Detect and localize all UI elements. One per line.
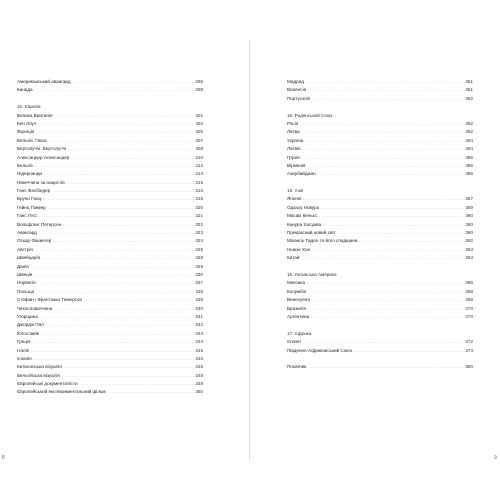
toc-entry-title: Авангард xyxy=(17,230,37,236)
toc-entry-page: 339 xyxy=(195,297,203,303)
toc-entry-page: 351 xyxy=(465,87,473,93)
section-gap xyxy=(287,263,473,271)
toc-entry-title: Швейцарія xyxy=(17,255,40,261)
dot-leader xyxy=(34,271,194,279)
toc-entry-title: Нідерланди xyxy=(17,171,42,177)
toc-entry-page: 323 xyxy=(195,230,203,236)
dot-leader xyxy=(317,170,464,178)
toc-entry-page: 310 xyxy=(195,154,203,160)
toc-entry-page: 337 xyxy=(195,280,203,286)
toc-entry-title: Європейський експериментальний фільм xyxy=(17,389,106,395)
dot-leader xyxy=(302,145,464,153)
dot-leader xyxy=(301,154,464,162)
toc-entry-title: Канура Хасуава xyxy=(287,221,322,227)
dot-leader xyxy=(34,246,193,254)
toc-entry[interactable] xyxy=(17,112,203,120)
toc-entry-page: 305 xyxy=(195,129,203,135)
toc-entry-page: 329 xyxy=(195,263,203,269)
toc-entry-title: Австрія xyxy=(17,246,33,252)
toc-entry-title: Прекрасний новий світ xyxy=(287,230,336,236)
toc-entry-title: Єгипет xyxy=(287,339,302,345)
dot-leader xyxy=(63,221,194,229)
dot-leader xyxy=(44,170,194,178)
section-heading: 16. Латинська Америка xyxy=(287,271,337,277)
toc-entry[interactable] xyxy=(17,355,203,363)
toc-entry-page: 366 xyxy=(465,280,473,286)
toc-entry[interactable] xyxy=(287,170,473,178)
section-heading: 16. Радянський Союз xyxy=(287,112,333,118)
dot-leader xyxy=(307,279,464,287)
dot-leader xyxy=(337,229,464,237)
toc-entry[interactable] xyxy=(17,137,203,145)
dot-leader xyxy=(39,313,193,321)
toc-entry[interactable] xyxy=(17,246,203,254)
toc-entry-page: 328 xyxy=(195,255,203,261)
toc-entry[interactable] xyxy=(287,305,473,313)
toc-entry-page: 301 xyxy=(195,112,203,118)
toc-entry-title: Ньюзе Хон xyxy=(287,246,311,252)
toc-entry-page: 360 xyxy=(465,230,473,236)
dot-leader xyxy=(308,288,464,296)
toc-entry[interactable] xyxy=(17,204,203,212)
toc-entry-title: Велика Британія xyxy=(17,112,53,118)
toc-entry-page: 324 xyxy=(195,238,203,244)
toc-entry-page: 342 xyxy=(195,322,203,328)
toc-entry-title: Литва xyxy=(287,129,300,135)
toc-entry[interactable] xyxy=(17,279,203,287)
toc-entry[interactable] xyxy=(287,212,473,220)
dot-leader xyxy=(312,95,464,103)
toc-entry-page: 313 xyxy=(195,171,203,177)
toc-entry-title: Оскар Фішингер xyxy=(17,238,52,244)
toc-entry[interactable] xyxy=(17,388,203,396)
toc-entry[interactable] xyxy=(287,279,473,287)
dot-leader xyxy=(319,212,464,220)
section-gap xyxy=(287,179,473,187)
left-page-toc xyxy=(17,78,203,397)
toc-entry[interactable] xyxy=(17,347,203,355)
toc-entry-title: Бельгійська візуалія xyxy=(17,372,60,378)
toc-entry-page: 321 xyxy=(195,213,203,219)
toc-entry-page: 346 xyxy=(195,355,203,361)
toc-entry-title: Каталонська візуалія xyxy=(17,364,62,370)
toc-entry-page: 362 xyxy=(465,238,473,244)
dot-leader xyxy=(66,179,194,187)
toc-entry-title: Бельгія. Гаага xyxy=(17,137,47,143)
dot-leader xyxy=(63,363,194,371)
dot-leader xyxy=(36,288,194,296)
toc-entry-page: 315 xyxy=(195,179,203,185)
dot-leader xyxy=(305,137,464,145)
toc-entry-title: Аргентина xyxy=(287,313,310,319)
toc-entry-title: Американський авангард xyxy=(17,79,71,84)
toc-entry-page: 303 xyxy=(195,120,203,126)
toc-entry-title: Валенсія xyxy=(287,87,307,93)
toc-entry-title: Бельгія xyxy=(17,162,33,168)
dot-leader xyxy=(359,237,464,245)
dot-leader xyxy=(43,195,194,203)
toc-entry[interactable] xyxy=(17,187,203,195)
toc-entry[interactable] xyxy=(287,86,473,94)
toc-entry[interactable] xyxy=(287,246,473,254)
section-heading: 15. Азія xyxy=(287,188,304,194)
toc-entry-page: 348 xyxy=(195,381,203,387)
toc-entry[interactable] xyxy=(17,212,203,220)
dot-leader xyxy=(321,204,464,212)
toc-entry[interactable] xyxy=(17,296,203,304)
toc-entry[interactable] xyxy=(17,229,203,237)
toc-entry[interactable] xyxy=(17,170,203,178)
toc-entry-title: Грузія xyxy=(287,154,300,160)
toc-entry[interactable] xyxy=(287,221,473,229)
section-heading: 15. Європа xyxy=(17,104,41,110)
toc-entry-title: Данія xyxy=(17,263,29,269)
toc-entry-title: Латвія xyxy=(287,146,301,152)
dot-leader xyxy=(32,338,194,346)
toc-entry-title: Джордж Пал xyxy=(17,322,44,328)
toc-entry-page: 380 xyxy=(465,364,473,370)
toc-entry-page: 341 xyxy=(195,313,203,319)
toc-entry[interactable] xyxy=(287,288,473,296)
toc-entry[interactable] xyxy=(287,313,473,321)
dot-leader xyxy=(301,254,464,262)
toc-entry[interactable] xyxy=(17,154,203,162)
dot-leader xyxy=(41,330,194,338)
dot-leader xyxy=(303,195,464,203)
dot-leader xyxy=(33,355,194,363)
toc-entry-page: 363 xyxy=(465,255,473,261)
toc-entry-title: Греція xyxy=(17,339,31,345)
toc-entry-page: 355 xyxy=(465,154,473,160)
dot-leader xyxy=(301,128,464,136)
toc-entry-title: Італія xyxy=(17,347,30,353)
toc-entry-title: Франція xyxy=(17,129,35,135)
toc-entry-page: 360 xyxy=(465,221,473,227)
toc-entry-title: Японія xyxy=(287,196,302,202)
dot-leader xyxy=(353,347,463,355)
toc-entry[interactable] xyxy=(287,296,473,304)
toc-entry-title: Бруно Ганц xyxy=(17,196,42,202)
toc-entry-page: 370 xyxy=(465,305,473,311)
toc-entry-title: Німеччина за нацистів xyxy=(17,179,65,185)
section-gap xyxy=(287,103,473,111)
section-heading: 17. Африка xyxy=(287,330,312,336)
dot-leader xyxy=(30,263,194,271)
toc-entry-title: Вольфганг Петерсен xyxy=(17,221,62,227)
toc-entry-page: 369 xyxy=(465,297,473,303)
toc-entry-title: Україна xyxy=(287,137,304,143)
toc-entry-page: 325 xyxy=(195,246,203,252)
toc-entry[interactable] xyxy=(17,288,203,296)
toc-entry[interactable] xyxy=(17,330,203,338)
toc-entry-page: 352 xyxy=(465,129,473,135)
toc-entry[interactable] xyxy=(287,95,473,103)
toc-entry-title: Китай xyxy=(287,255,300,261)
toc-entry-title: Угорщина xyxy=(17,313,38,319)
toc-entry[interactable] xyxy=(287,229,473,237)
toc-entry-page: 351 xyxy=(465,79,473,84)
toc-entry[interactable] xyxy=(287,338,473,346)
toc-entry-page: 370 xyxy=(465,313,473,319)
toc-entry[interactable] xyxy=(287,78,473,86)
toc-entry-title: Мексика xyxy=(287,280,306,286)
toc-entry-page: 352 xyxy=(465,95,473,101)
dot-leader xyxy=(34,86,194,94)
toc-entry-page: 316 xyxy=(195,188,203,194)
toc-entry[interactable] xyxy=(17,162,203,170)
toc-entry-title: Мадрид xyxy=(287,79,304,84)
toc-entry-page: 296 xyxy=(195,79,203,84)
toc-entry[interactable] xyxy=(17,120,203,128)
dot-leader xyxy=(71,154,194,162)
dot-leader xyxy=(38,120,194,128)
dot-leader xyxy=(68,145,194,153)
toc-entry-page: 354 xyxy=(465,137,473,143)
toc-entry-title: Ганс Гесс xyxy=(17,213,38,219)
dot-leader xyxy=(47,204,194,212)
toc-entry[interactable] xyxy=(17,86,203,94)
toc-entry[interactable] xyxy=(287,145,473,153)
toc-entry-page: 344 xyxy=(195,339,203,345)
dot-leader xyxy=(54,112,194,120)
toc-entry-title: Гейнц Гіммер xyxy=(17,204,46,210)
toc-entry[interactable] xyxy=(17,363,203,371)
dot-leader xyxy=(72,78,194,86)
dot-leader xyxy=(41,254,193,262)
toc-entry-page: 307 xyxy=(195,137,203,143)
toc-entry-page: 340 xyxy=(195,305,203,311)
toc-entry-page: 308 xyxy=(195,146,203,152)
toc-entry-page: 348 xyxy=(195,372,203,378)
dot-leader xyxy=(308,363,464,371)
toc-entry-title: Європейські документалісти xyxy=(17,381,78,387)
toc-entry[interactable] xyxy=(17,179,203,187)
toc-entry-page: 330 xyxy=(195,271,203,277)
toc-entry-title: Росія xyxy=(287,120,299,126)
toc-entry-page: 345 xyxy=(195,347,203,353)
toc-entry[interactable] xyxy=(17,254,203,262)
section-gap xyxy=(287,321,473,329)
toc-entry-title: Іспанія xyxy=(17,355,32,361)
toc-entry-page: 363 xyxy=(465,246,473,252)
dot-leader xyxy=(54,305,194,313)
toc-entry[interactable] xyxy=(17,313,203,321)
toc-entry-title: Південно-Африканський Союз xyxy=(287,347,352,353)
dot-leader xyxy=(312,246,464,254)
toc-entry[interactable] xyxy=(17,145,203,153)
dot-leader xyxy=(38,229,194,237)
toc-entry[interactable] xyxy=(17,221,203,229)
toc-entry-page: 372 xyxy=(465,339,473,345)
dot-leader xyxy=(323,221,464,229)
toc-entry-page: 298 xyxy=(195,87,203,93)
toc-entry-page: 355 xyxy=(465,162,473,168)
toc-entry-title: Югославія xyxy=(17,330,40,336)
toc-entry-title: Кен Лоуч xyxy=(17,120,37,126)
left-page-number: 8 xyxy=(2,455,5,461)
toc-entry-page: 356 xyxy=(465,171,473,177)
toc-entry[interactable] xyxy=(287,137,473,145)
page-gutter xyxy=(249,40,250,460)
dot-leader xyxy=(39,212,194,220)
toc-entry-title: Швеція xyxy=(17,271,33,277)
toc-entry-page: 360 xyxy=(465,213,473,219)
dot-leader xyxy=(52,187,194,195)
toc-entry-page: 359 xyxy=(465,204,473,210)
toc-entry[interactable] xyxy=(17,321,203,329)
toc-entry-page: 357 xyxy=(465,196,473,202)
toc-entry[interactable] xyxy=(287,120,473,128)
toc-entry-page: 343 xyxy=(195,330,203,336)
toc-entry-title: Масакі Кеньєс xyxy=(287,213,318,219)
dot-leader xyxy=(61,372,193,380)
toc-entry-page: 354 xyxy=(465,146,473,152)
toc-entry-title: Міхаель Тадео та його спадщина xyxy=(287,238,358,244)
toc-entry[interactable] xyxy=(17,338,203,346)
section-gap xyxy=(287,355,473,363)
toc-entry-page: 368 xyxy=(465,288,473,294)
toc-entry[interactable] xyxy=(17,263,203,271)
toc-entry-title: Александер Александер xyxy=(17,154,70,160)
toc-entry-page: 312 xyxy=(195,162,203,168)
toc-entry[interactable] xyxy=(287,162,473,170)
toc-entry-title: Польща xyxy=(17,288,35,294)
dot-leader xyxy=(36,128,194,136)
toc-entry-title: Португалія xyxy=(287,95,311,101)
toc-entry-title: Колумбія xyxy=(287,288,307,294)
dot-leader xyxy=(48,137,194,145)
toc-entry-title: Бертолуччі. Бертолуччі xyxy=(17,146,67,152)
dot-leader xyxy=(308,86,464,94)
toc-entry-page: 373 xyxy=(465,347,473,353)
toc-entry-title: Показчик xyxy=(287,364,307,370)
toc-entry-title: Одзасу Новуро xyxy=(287,204,320,210)
toc-entry[interactable] xyxy=(17,237,203,245)
dot-leader xyxy=(107,388,194,396)
dot-leader xyxy=(45,321,194,329)
section-gap xyxy=(17,95,203,103)
dot-leader xyxy=(31,347,194,355)
toc-entry-page: 352 xyxy=(465,120,473,126)
toc-entry-title: Канада xyxy=(17,87,33,93)
toc-entry-title: Вірменія xyxy=(287,162,306,168)
toc-entry[interactable] xyxy=(287,154,473,162)
toc-entry-title: Норвегія xyxy=(17,280,36,286)
toc-entry[interactable] xyxy=(287,254,473,262)
dot-leader xyxy=(311,296,463,304)
toc-entry[interactable] xyxy=(17,195,203,203)
dot-leader xyxy=(307,162,464,170)
dot-leader xyxy=(305,78,463,86)
toc-entry-page: 322 xyxy=(195,221,203,227)
toc-entry-page: 350 xyxy=(195,389,203,395)
toc-entry[interactable] xyxy=(17,380,203,388)
toc-entry[interactable] xyxy=(17,128,203,136)
toc-entry-title: Азербайджан xyxy=(287,171,316,177)
toc-entry-page: 348 xyxy=(195,364,203,370)
toc-entry[interactable] xyxy=(17,78,203,86)
toc-entry[interactable] xyxy=(287,237,473,245)
dot-leader xyxy=(34,162,194,170)
dot-leader xyxy=(53,237,194,245)
toc-entry[interactable] xyxy=(287,204,473,212)
right-page-toc xyxy=(287,78,473,372)
toc-entry[interactable] xyxy=(287,363,473,371)
toc-entry[interactable] xyxy=(17,305,203,313)
toc-entry-page: 338 xyxy=(195,288,203,294)
right-page-number: 9 xyxy=(494,455,497,461)
toc-entry-title: Бразилія xyxy=(287,305,306,311)
dot-leader xyxy=(37,279,194,287)
toc-entry-page: 318 xyxy=(195,196,203,202)
toc-entry-title: Венесуела xyxy=(287,297,310,303)
dot-leader xyxy=(300,120,464,128)
toc-entry[interactable] xyxy=(17,372,203,380)
toc-entry[interactable] xyxy=(287,128,473,136)
dot-leader xyxy=(303,338,464,346)
dot-leader xyxy=(79,380,194,388)
toc-entry[interactable] xyxy=(17,271,203,279)
toc-entry-title: Чехословаччина xyxy=(17,305,53,311)
toc-entry-title: Стефан і Франтішка Темерсон xyxy=(17,297,83,303)
dot-leader xyxy=(311,313,464,321)
toc-entry[interactable] xyxy=(287,195,473,203)
dot-leader xyxy=(307,305,463,313)
toc-entry-title: Ганс Фасбіндер xyxy=(17,188,51,194)
dot-leader xyxy=(84,296,194,304)
toc-entry-page: 320 xyxy=(195,204,203,210)
toc-entry[interactable] xyxy=(287,347,473,355)
